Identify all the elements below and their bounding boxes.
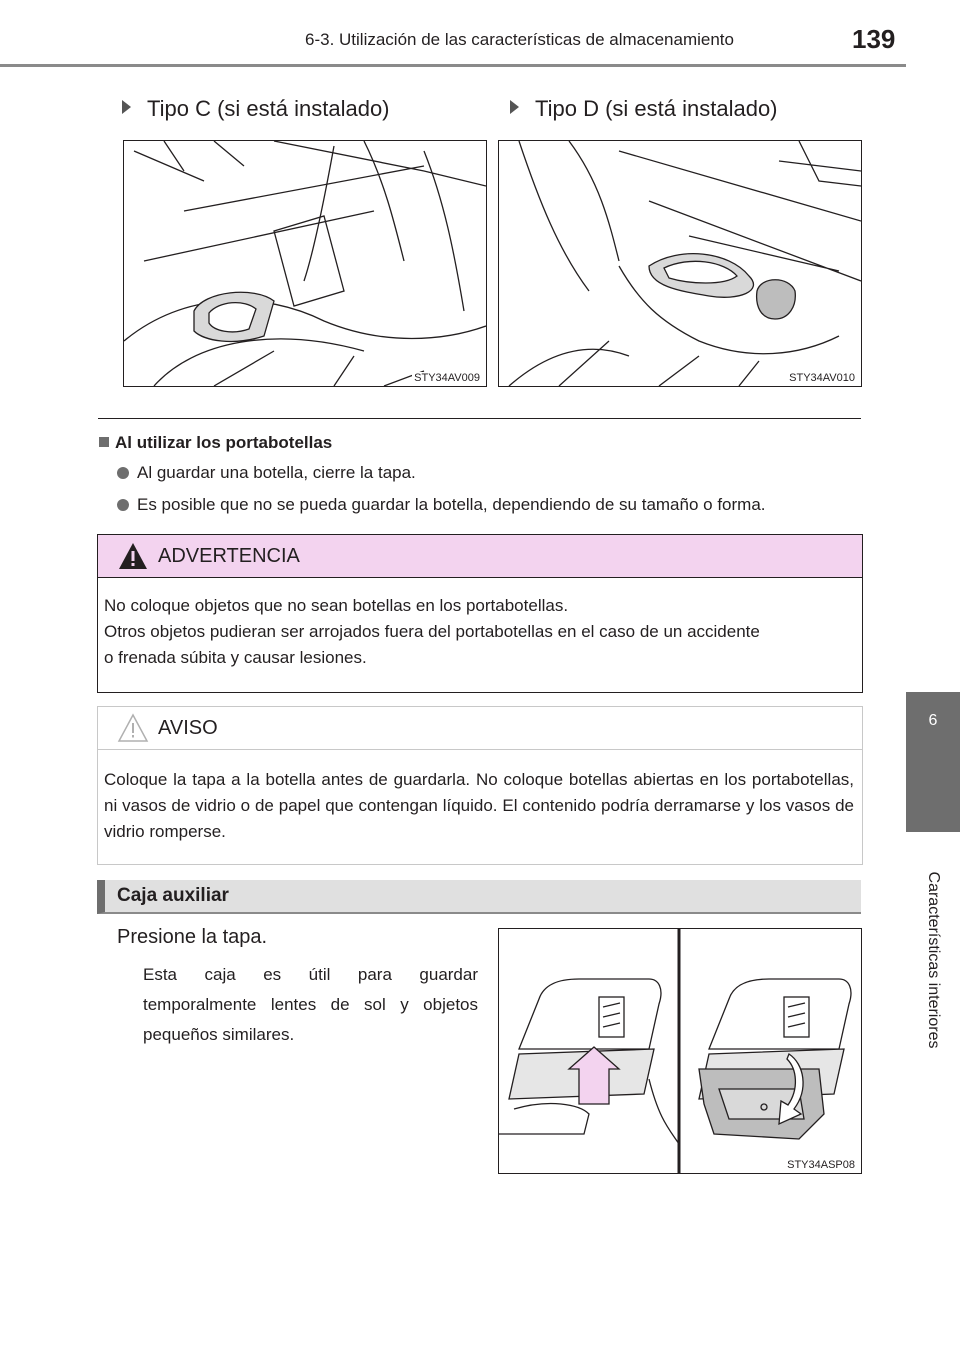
figure-code: STY34AV010 (789, 372, 855, 384)
warning-title: ADVERTENCIA (158, 545, 300, 567)
figure-caption-type-d (510, 96, 778, 122)
chapter-label: Características interiores (925, 871, 942, 1049)
figure-code: STY34AV009 (414, 372, 480, 384)
subheading-text: Al utilizar los portabotellas (115, 433, 333, 452)
list-item-text: Es posible que no se pueda guardar la botella, dependiendo de su tamaño o forma. (137, 495, 766, 514)
notice-header (98, 707, 862, 750)
square-bullet-icon (99, 437, 109, 447)
warning-line: Otros objetos pudieran ser arrojados fuera del portabotellas en el caso de un accidente (104, 622, 760, 641)
header-rule (0, 64, 906, 67)
section-divider (98, 418, 861, 419)
figure-type-d (498, 140, 862, 387)
section-bar (97, 880, 861, 914)
warning-box (97, 534, 863, 693)
figure-type-c (123, 140, 487, 387)
warning-text (104, 593, 854, 671)
warning-header (98, 535, 862, 578)
overhead-box-illustration (499, 929, 861, 1173)
figure-caption-type-c (122, 96, 390, 122)
warning-line: o frenada súbita y causar lesiones. (104, 648, 367, 667)
seat-bottle-holder-illustration (124, 141, 486, 386)
figure-aux-box (498, 928, 862, 1174)
caption-text: Tipo C (si está instalado) (147, 96, 390, 121)
list-item (117, 495, 766, 515)
section-title: Caja auxiliar (117, 885, 229, 906)
subheading-bottle-holders (99, 433, 332, 453)
list-item (117, 463, 416, 483)
step-text: Presione la tapa. (117, 926, 268, 948)
seat-bottle-holder-illustration (499, 141, 861, 386)
bullet-icon (117, 499, 129, 511)
page-number: 139 (852, 24, 896, 54)
notice-title: AVISO (158, 717, 218, 739)
step-note: Esta caja es útil para guardar temporalmente lentes de sol y objetos pequeños similares. (143, 965, 478, 1044)
notice-text: Coloque la tapa a la botella antes de guardarla. No coloque botellas abiertas en los portabotellas, ni vasos de vidrio o de papel que contengan líquido. El contenido podría derramarse y los vasos de vidrio romperse. (104, 770, 854, 841)
warning-line: No coloque objetos que no sean botellas en los portabotellas. (104, 596, 569, 615)
warning-icon (117, 541, 149, 571)
figure-code: STY34ASP08 (787, 1159, 855, 1171)
header-section-title: 6-3. Utilización de las características de almacenamiento (305, 30, 734, 49)
caption-arrow-icon (122, 100, 131, 114)
caution-icon (117, 713, 149, 743)
caption-arrow-icon (510, 100, 519, 114)
bullet-icon (117, 467, 129, 479)
notice-box (97, 706, 863, 865)
chapter-number: 6 (928, 712, 938, 729)
list-item-text: Al guardar una botella, cierre la tapa. (137, 463, 416, 482)
caption-text: Tipo D (si está instalado) (535, 96, 778, 121)
